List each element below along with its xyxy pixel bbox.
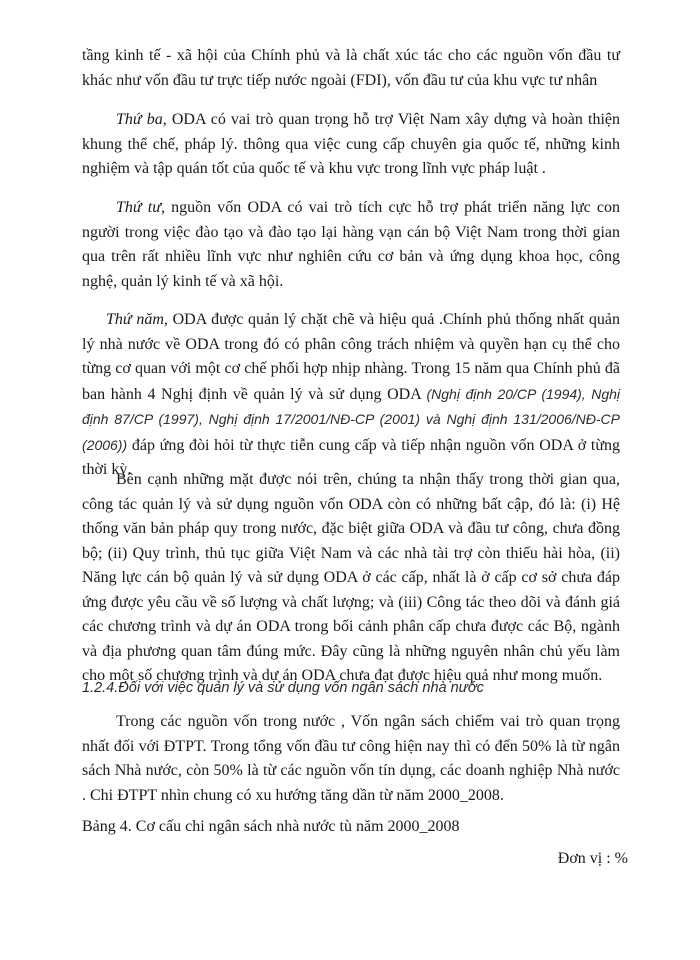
paragraph-text: tầng kinh tế - xã hội của Chính phủ và là chất xúc tác cho các nguồn vốn đầu tư khác như vốn đầu tư trực tiếp nước ngoài (FDI), vốn đầu tư của khu vực tư nhân [82,47,620,89]
paragraph-text: nguồn vốn ODA có vai trò tích cực hỗ trợ phát triển năng lực con người trong việc đào tạo và đào tạo lại hàng vạn cán bộ Việt Nam trong thời gian qua trên rất nhiều lĩnh vực như nghiên cứu cơ bản và ứng dụng khoa học, công nghệ, quản lý kinh tế và xã hội. [82,199,621,290]
paragraph-text: , ODA có vai trò quan trọng hỗ trợ Việt Nam xây dựng và hoàn thiện khung thể chế, pháp lý. thông qua việc cung cấp chuyên gia quốc tế, những kinh nghiệm và tập quán tốt của quốc tế và khu vực trong lĩnh vực pháp luật . [82,111,620,177]
paragraph-shortcomings [82,468,620,689]
paragraph-fdi-catalyst [82,44,620,93]
paragraph-thu-tu [82,196,620,294]
paragraph-text: Trong các nguồn vốn trong nước , Vốn ngân sách chiếm vai trò quan trọng nhất đối với ĐTPT. Trong tổng vốn đầu tư công hiện nay thì có đến 50% là từ ngân sách Nhà nước, còn 50% là từ các nguồn vốn tín dụng, các doanh nghiệp Nhà nước . Chi ĐTPT nhìn chung có xu hướng tăng dần từ năm 2000_2008. [82,713,620,804]
unit-label: Đơn vị : % [557,850,628,867]
paragraph-lead: Thứ tư, [116,199,165,216]
decree-references: (Nghị định 20/CP (1994), Nghị định 87/CP (1997), Nghị định 17/2001/NĐ-CP (2001) và Nghị định 131/2006/NĐ-CP (2006)) [82,385,620,453]
table-caption: Bảng 4. Cơ cấu chi ngân sách nhà nước tù năm 2000_2008 [82,818,460,835]
paragraph-text: Bên cạnh những mặt được nói trên, chúng ta nhận thấy trong thời gian qua, công tác quản lý và sử dụng nguồn vốn ODA còn có những bất cập, đó là: (i) Hệ thống văn bản pháp quy trong nước, đặc biệt giữa ODA và đầu tư công, chưa đồng bộ; (ii) Quy trình, thủ tục giữa Việt Nam và các nhà tài trợ còn thiếu hài hòa, (ii) Năng lực cán bộ quản lý và sử dụng ODA ở các cấp, nhất là ở cấp cơ sở chưa đáp ứng được yêu cầu về số lượng và chất lượng; và (iii) Công tác theo dõi và đánh giá các chương trình và dự án ODA trong bối cảnh phân cấp chưa được các Bộ, ngành và địa phương quan tâm đúng mức. Đây cũng là những nguyên nhân chủ yếu làm cho một số chương trình và dự án ODA chưa đạt được hiệu quả như mong muốn. [82,471,620,684]
paragraph-state-budget [82,710,620,808]
paragraph-thu-ba [82,108,620,182]
section-heading: 1.2.4.Đối với việc quản lý và sử dụng vốn ngân sách nhà nước [82,680,484,696]
paragraph-thu-nam [82,308,620,483]
paragraph-lead: Thứ ba [116,111,163,128]
paragraph-tail: đáp ứng đòi hỏi từ thực tiễn cung cấp và tiếp nhận nguồn vốn ODA ở từng thời kỳ. [82,436,620,478]
paragraph-lead: Thứ năm [106,311,164,328]
paragraph-text: , ODA được quản lý chặt chẽ và hiệu quả .Chính phủ thống nhất quản lý nhà nước về ODA trong đó có phân công trách nhiệm và quyền hạn cụ thể cho từng cơ quan với một cơ chế phối hợp nhịp nhàng. Trong 15 năm qua Chính phủ đã ban hành 4 Nghị định về quản lý và sử dụng ODA [82,311,621,403]
